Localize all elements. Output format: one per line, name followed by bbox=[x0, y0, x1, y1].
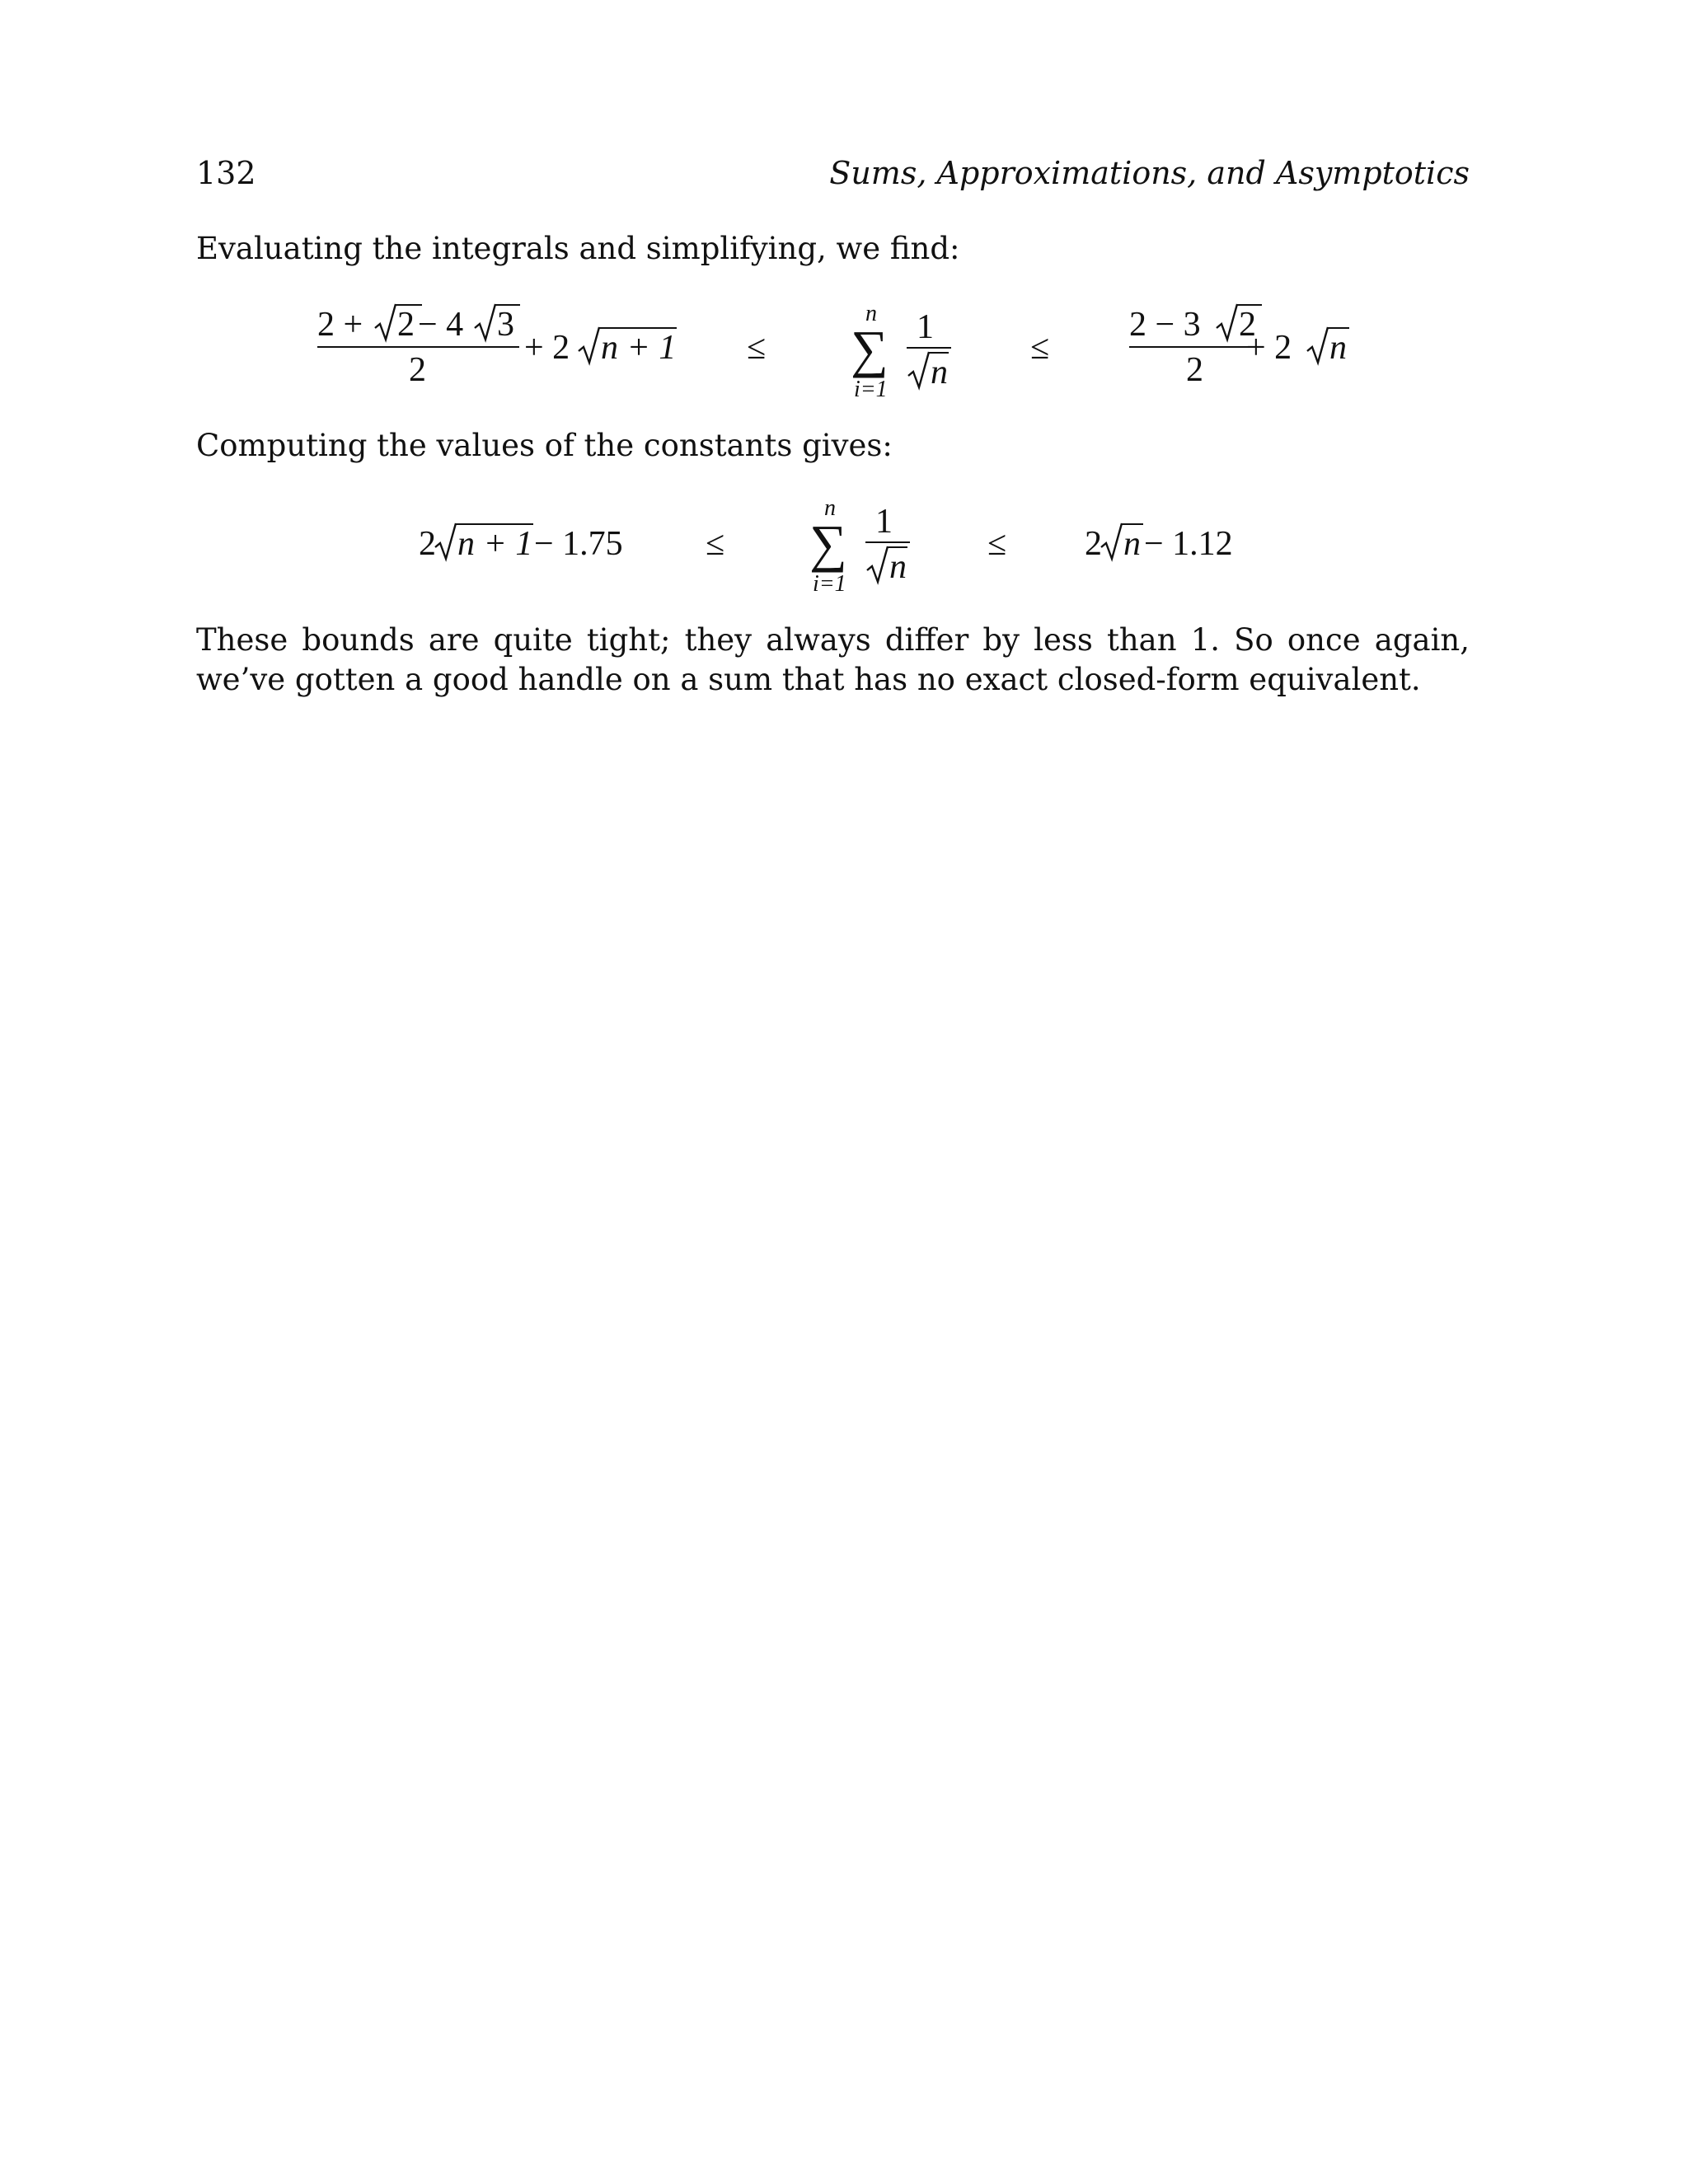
page-number: 132 bbox=[196, 155, 256, 191]
sqrt-icon bbox=[1100, 521, 1124, 562]
page-header bbox=[196, 155, 1470, 201]
eq1-sum-term-bar bbox=[907, 347, 951, 349]
eq1-left-tail-a: + 2 bbox=[524, 329, 570, 367]
eq1-right-fraction-bar bbox=[1129, 346, 1261, 348]
eq1-left-den: 2 bbox=[409, 351, 426, 389]
eq2-right-coefficient: 2 bbox=[1085, 525, 1102, 563]
sqrt-icon bbox=[434, 521, 458, 562]
paragraph-computing: Computing the values of the constants gives: bbox=[196, 428, 893, 463]
sqrt-icon bbox=[907, 349, 931, 391]
eq2-sum-term-bar bbox=[865, 541, 910, 543]
sqrt-icon bbox=[1215, 302, 1240, 343]
eq1-right-tail-a: + 2 bbox=[1246, 329, 1292, 367]
sqrt-icon bbox=[1306, 325, 1330, 366]
eq1-left-fraction-bar bbox=[317, 346, 519, 348]
eq1-left-num-part-a: 2 + bbox=[317, 306, 363, 344]
eq2-le-symbol-2: ≤ bbox=[987, 525, 1007, 563]
eq2-left-radicand: n + 1 bbox=[457, 525, 533, 563]
eq2-le-symbol-1: ≤ bbox=[706, 525, 725, 563]
eq1-right-den: 2 bbox=[1186, 351, 1203, 389]
eq1-right-tail-radicand: n bbox=[1329, 329, 1347, 367]
eq2-left-coefficient: 2 bbox=[419, 525, 436, 563]
eq1-left-tail-radicand: n + 1 bbox=[601, 329, 677, 367]
eq2-sum-symbol: ∑ bbox=[809, 514, 847, 573]
eq1-le-symbol-1: ≤ bbox=[747, 329, 767, 367]
eq2-sum-term-num: 1 bbox=[875, 503, 893, 541]
eq1-sum-upper-limit: n bbox=[865, 301, 877, 326]
eq1-sum-symbol: ∑ bbox=[851, 320, 889, 378]
eq1-sum-lower-limit: i=1 bbox=[854, 377, 888, 402]
eq1-sum-term-num: 1 bbox=[917, 308, 934, 346]
eq2-sum-term-den: n bbox=[889, 548, 907, 586]
sqrt-icon bbox=[373, 302, 398, 343]
eq2-sum-lower-limit: i=1 bbox=[813, 571, 846, 597]
eq2-right-radicand: n bbox=[1123, 525, 1141, 563]
eq1-le-symbol-2: ≤ bbox=[1030, 329, 1050, 367]
sqrt-icon bbox=[473, 302, 498, 343]
eq1-sum-term-den: n bbox=[931, 354, 948, 391]
eq2-sum-upper-limit: n bbox=[824, 495, 836, 521]
eq2-right-constant: − 1.12 bbox=[1144, 525, 1233, 563]
sqrt-icon bbox=[865, 544, 890, 585]
sqrt-icon bbox=[577, 325, 602, 366]
paragraph-conclusion: These bounds are quite tight; they always differ by less than 1. So once again, we’ve gotten a good handle on a sum that has no exact closed-form equivalent. bbox=[196, 622, 1470, 697]
eq1-left-num-radicand-a: 2 bbox=[397, 306, 415, 344]
paragraph-evaluating: Evaluating the integrals and simplifying, we find: bbox=[196, 231, 960, 266]
eq1-left-num-part-c: − 4 bbox=[418, 306, 464, 344]
running-title: Sums, Approximations, and Asymptotics bbox=[829, 155, 1470, 191]
eq1-right-num-radicand: 2 bbox=[1239, 306, 1256, 344]
eq2-left-constant: − 1.75 bbox=[534, 525, 623, 563]
eq1-left-num-radicand-b: 3 bbox=[497, 306, 514, 344]
eq1-right-num-part-a: 2 − 3 bbox=[1129, 306, 1201, 344]
